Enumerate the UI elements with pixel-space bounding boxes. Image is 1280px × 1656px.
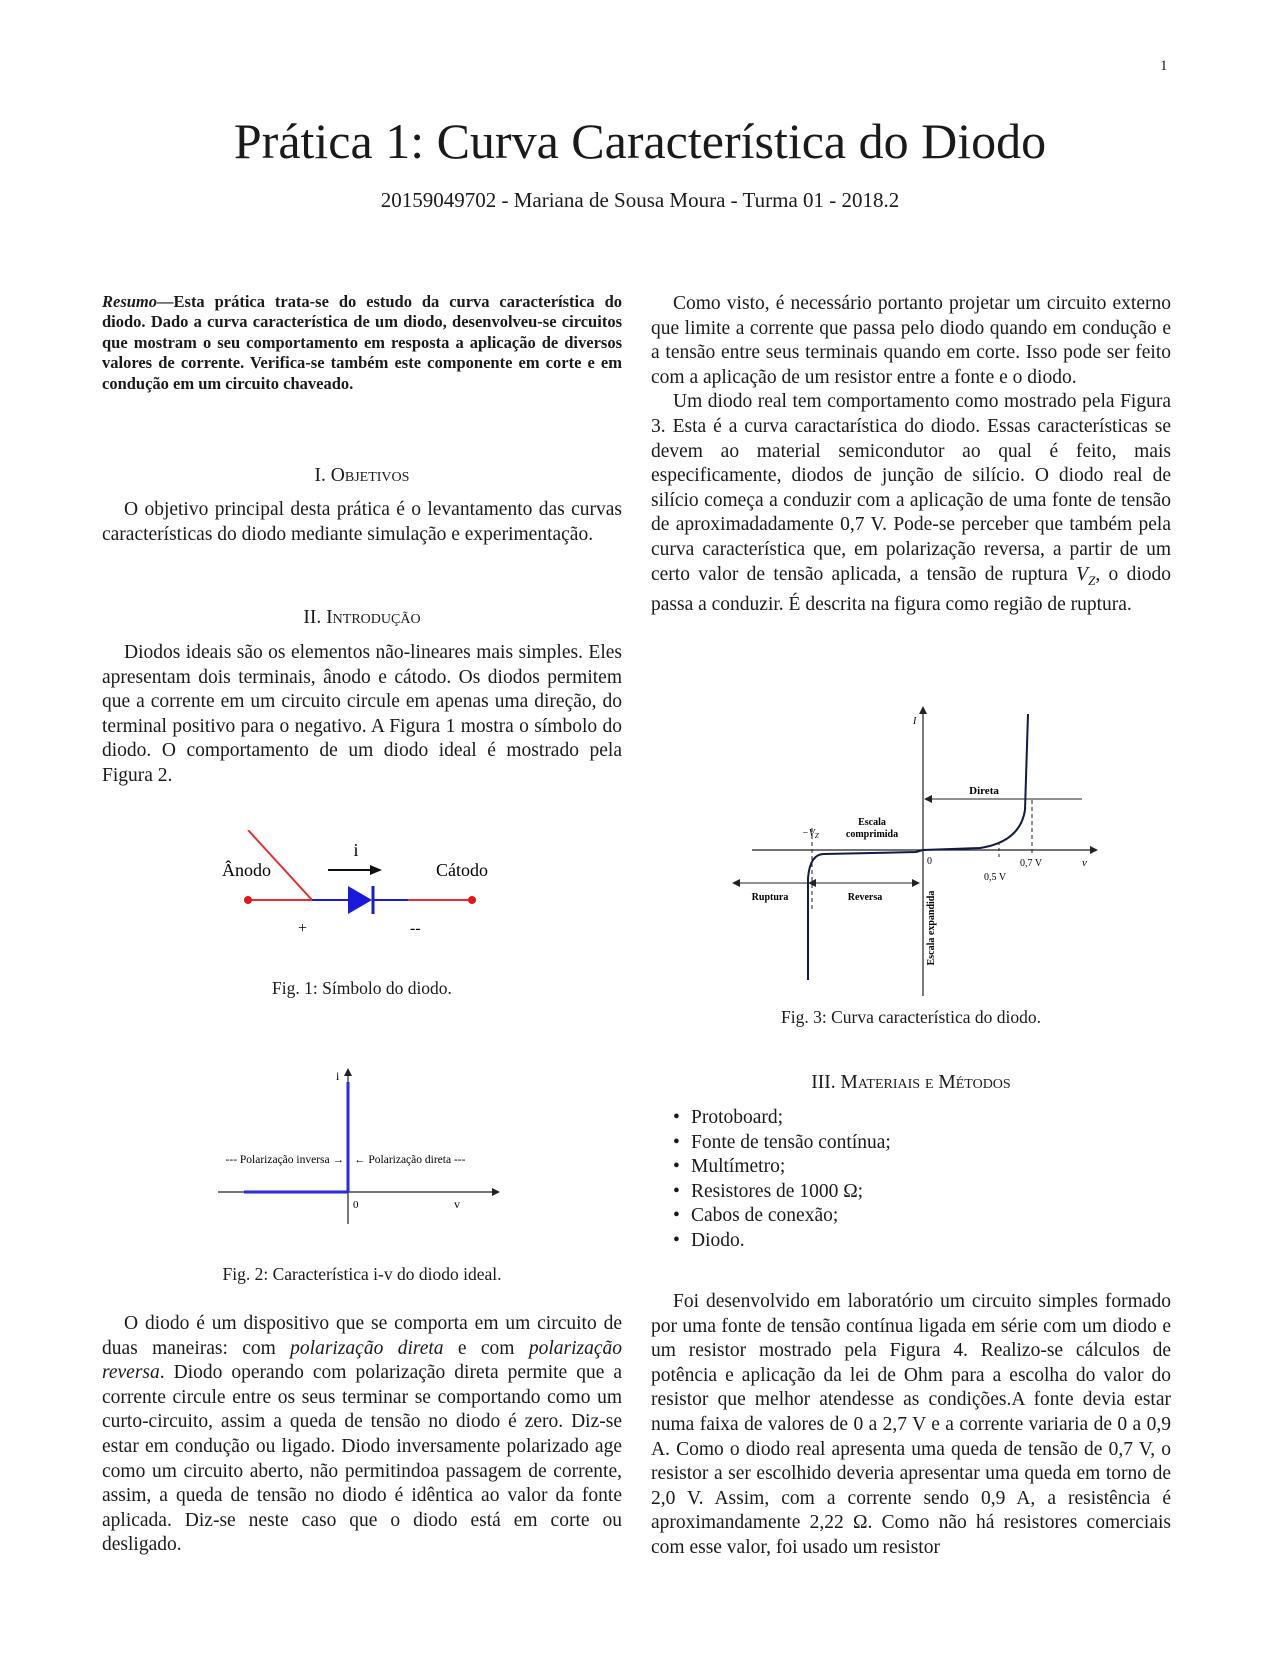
introducao-paragraph-2 <box>102 1312 622 1558</box>
direta-arrow <box>924 795 932 803</box>
section-numeral: I. <box>314 465 326 486</box>
characteristic-curve <box>808 714 1028 980</box>
list-item: • Diodo. <box>651 1229 1171 1254</box>
p2-emph-2: polarização reversa <box>102 1337 622 1384</box>
p2-text-2: e com <box>443 1337 529 1359</box>
section-heading-materiais <box>651 1072 1171 1094</box>
vz-label <box>802 828 819 840</box>
i-axis-label: i <box>336 1069 340 1083</box>
list-item: • Cabos de conexão; <box>651 1204 1171 1229</box>
i-axis-label: I <box>913 716 917 727</box>
reversa-label: Reversa <box>847 892 883 903</box>
figure-3-caption: Fig. 3: Curva característica do diodo. <box>781 1007 1041 1027</box>
i-axis-arrow <box>919 706 927 714</box>
section-heading-objetivos <box>102 465 622 487</box>
figure-2-caption: Fig. 2: Característica i-v do diodo ideal. <box>222 1264 502 1284</box>
section-numeral: III. <box>811 1072 836 1093</box>
plus-label: + <box>298 920 308 937</box>
escala-expandida-label: Escala expandida <box>926 890 937 966</box>
objetivos-paragraph: O objetivo principal desta prática é o levantamento das curvas características do diodo mediante simulação e experimentação. <box>102 499 622 545</box>
list-item: • Protoboard; <box>651 1106 1171 1131</box>
materials-list <box>651 1106 1171 1254</box>
minus-label: -- <box>410 920 421 937</box>
p4-text-1: Um diodo real tem comportamento como mostrado pela Figura 3. Esta é a curva caractarística do diodo. Essas características se devem ao material semicondutor ao qual é feito, mais especificamente, diodos de junção de silício. O diodo real de silício começa a conduzir com a aplicação de uma fonte de tensão de aproximadadamente 0,7 V. Pode-se perceber que também pela curva característica que, em polarização reversa, a partir de um certo valor de tensão aplicada, a tensão de ruptura <box>651 391 1171 585</box>
diode-triangle <box>348 886 372 914</box>
current-arrow-head <box>370 865 382 875</box>
right-column-intro <box>651 292 1171 618</box>
introducao-paragraph-3: Como visto, é necessário portanto projetar um circuito externo que limite a corrente que passa pelo diodo quando em condução e a tensão entre seus terminais quando em corte. Isso pode ser feito com a aplicação de um resistor entre a fonte e o diodo. <box>651 293 1171 388</box>
figure-3-real-diode-curve <box>720 700 1100 1000</box>
abstract <box>102 292 622 394</box>
materials-list-container <box>651 1106 1171 1254</box>
introducao-paragraph-4 <box>651 390 1171 617</box>
reverse-bias-label: --- Polarização inversa → <box>225 1154 344 1166</box>
escala-comprimida-label-1: Escala <box>858 817 886 828</box>
anode-terminal <box>244 896 252 904</box>
direta-label: Direta <box>969 785 999 797</box>
page-number: 1 <box>1160 58 1168 74</box>
v-axis-arrow <box>492 1188 500 1196</box>
v-axis-label: v <box>1082 857 1087 869</box>
paper-authors: 20159049702 - Mariana de Sousa Moura - Turma 01 - 2018.2 <box>380 188 900 212</box>
introducao-paragraph-1: Diodos ideais são os elementos não-lineares mais simples. Eles apresentam dois terminais, ânodo e cátodo. Os diodos permitem que a corrente em um circuito circule em apenas uma direção, do terminal positivo para o negativo. A Figura 1 mostra o símbolo do diodo. O comportamento de um diodo ideal é mostrado pela Figura 2. <box>102 642 622 786</box>
section-title: Introdução <box>326 607 421 628</box>
abstract-dash: — <box>157 292 174 311</box>
p2-text-1: O diodo é um dispositivo que se comporta em um circuito de duas maneiras: com <box>102 1313 622 1359</box>
vz-label-sub: Z <box>814 832 819 840</box>
v05-label: 0,5 V <box>984 872 1007 883</box>
forward-bias-label: ← Polarização direta --- <box>354 1154 466 1166</box>
materiais-body <box>651 1290 1171 1561</box>
ruptura-label: Ruptura <box>751 892 789 903</box>
vz-subscript: Z <box>1088 572 1096 588</box>
introducao-body <box>102 641 622 789</box>
list-item: • Multímetro; <box>651 1155 1171 1180</box>
p4-text-2: , o diodo passa a conduzir. É descrita na figura como região de ruptura. <box>651 563 1171 616</box>
section-numeral: II. <box>303 607 322 628</box>
abstract-text: Esta prática trata-se do estudo da curva característica do diodo. Dado a curva característica de um diodo, desenvolveu-se circuitos que mostram o seu comportamento em resposta a aplicação de diversos valores de corrente. Verifica-se também este componente em corte e em condução em um circuito chaveado. <box>102 292 622 393</box>
escala-comprimida-label-2: comprimida <box>845 829 899 840</box>
abstract-label: Resumo <box>102 292 158 311</box>
vz-symbol: V <box>1076 563 1089 585</box>
p2-text-3: . Diodo operando com polarização direta permite que a corrente circule entre os seus terminar se comportando como um curto-circuito, assim a queda de tensão no diodo é zero. Diz-se estar em condução ou ligado. Diodo inversamente polarizado age como um circuito aberto, não permitindoa passagem de corrente, assim, a queda de tensão no diodo é idêntica ao valor da fonte aplicada. Diz-se neste caso que o diodo está em corte ou desligado. <box>102 1362 622 1556</box>
i-axis-arrow <box>344 1068 352 1076</box>
section-heading-introducao <box>102 607 622 629</box>
section-title: Materiais e Métodos <box>840 1072 1011 1093</box>
figure-1-diode-symbol <box>210 830 510 940</box>
current-label: i <box>353 840 359 860</box>
list-item: • Resistores de 1000 Ω; <box>651 1180 1171 1205</box>
paper-title: Prática 1: Curva Característica do Diodo <box>233 113 1047 169</box>
anode-label: Ânodo <box>222 860 271 880</box>
p2-emph-1: polarização direta <box>290 1337 444 1359</box>
v-axis-label: v <box>454 1197 460 1211</box>
ruptura-arrow <box>732 879 740 887</box>
materiais-paragraph: Foi desenvolvido em laboratório um circuito simples formado por uma fonte de tensão contínua ligada em série com um diodo e um resistor mostrado pela Figura 4. Realizo-se cálculos de potência e aplicação da lei de Ohm para a escolha do valor do resistor que melhor atendesse as condições.A fonte devia estar numa faixa de valores de 0 a 2,7 V e a corrente variaria de 0 a 0,9 A. Como o diodo real apresenta uma queda de tensão de 0,7 V, o resistor a ser escolhido deveria apresentar uma queda em torno de 2,0 V. Assim, com a corrente sendo 0,9 A, a resistência é aproximandamente 2,22 Ω. Como não há resistores comerciais com esse valor, foi usado um resistor <box>651 1291 1171 1558</box>
list-item: • Fonte de tensão contínua; <box>651 1131 1171 1156</box>
v-axis-arrow <box>1090 846 1098 854</box>
origin-label: 0 <box>927 856 932 867</box>
figure-1-caption: Fig. 1: Símbolo do diodo. <box>272 978 452 998</box>
reversa-arrow-right <box>912 879 920 887</box>
cathode-terminal <box>468 896 476 904</box>
vz-label-base: −V <box>802 828 815 839</box>
introducao-body-continued <box>102 1312 622 1558</box>
origin-label: 0 <box>353 1199 359 1211</box>
v07-label: 0,7 V <box>1020 858 1043 869</box>
cathode-label: Cátodo <box>436 860 488 880</box>
objetivos-body <box>102 498 622 547</box>
figure-2-ideal-iv <box>210 1062 500 1232</box>
section-title: Objetivos <box>330 465 410 486</box>
